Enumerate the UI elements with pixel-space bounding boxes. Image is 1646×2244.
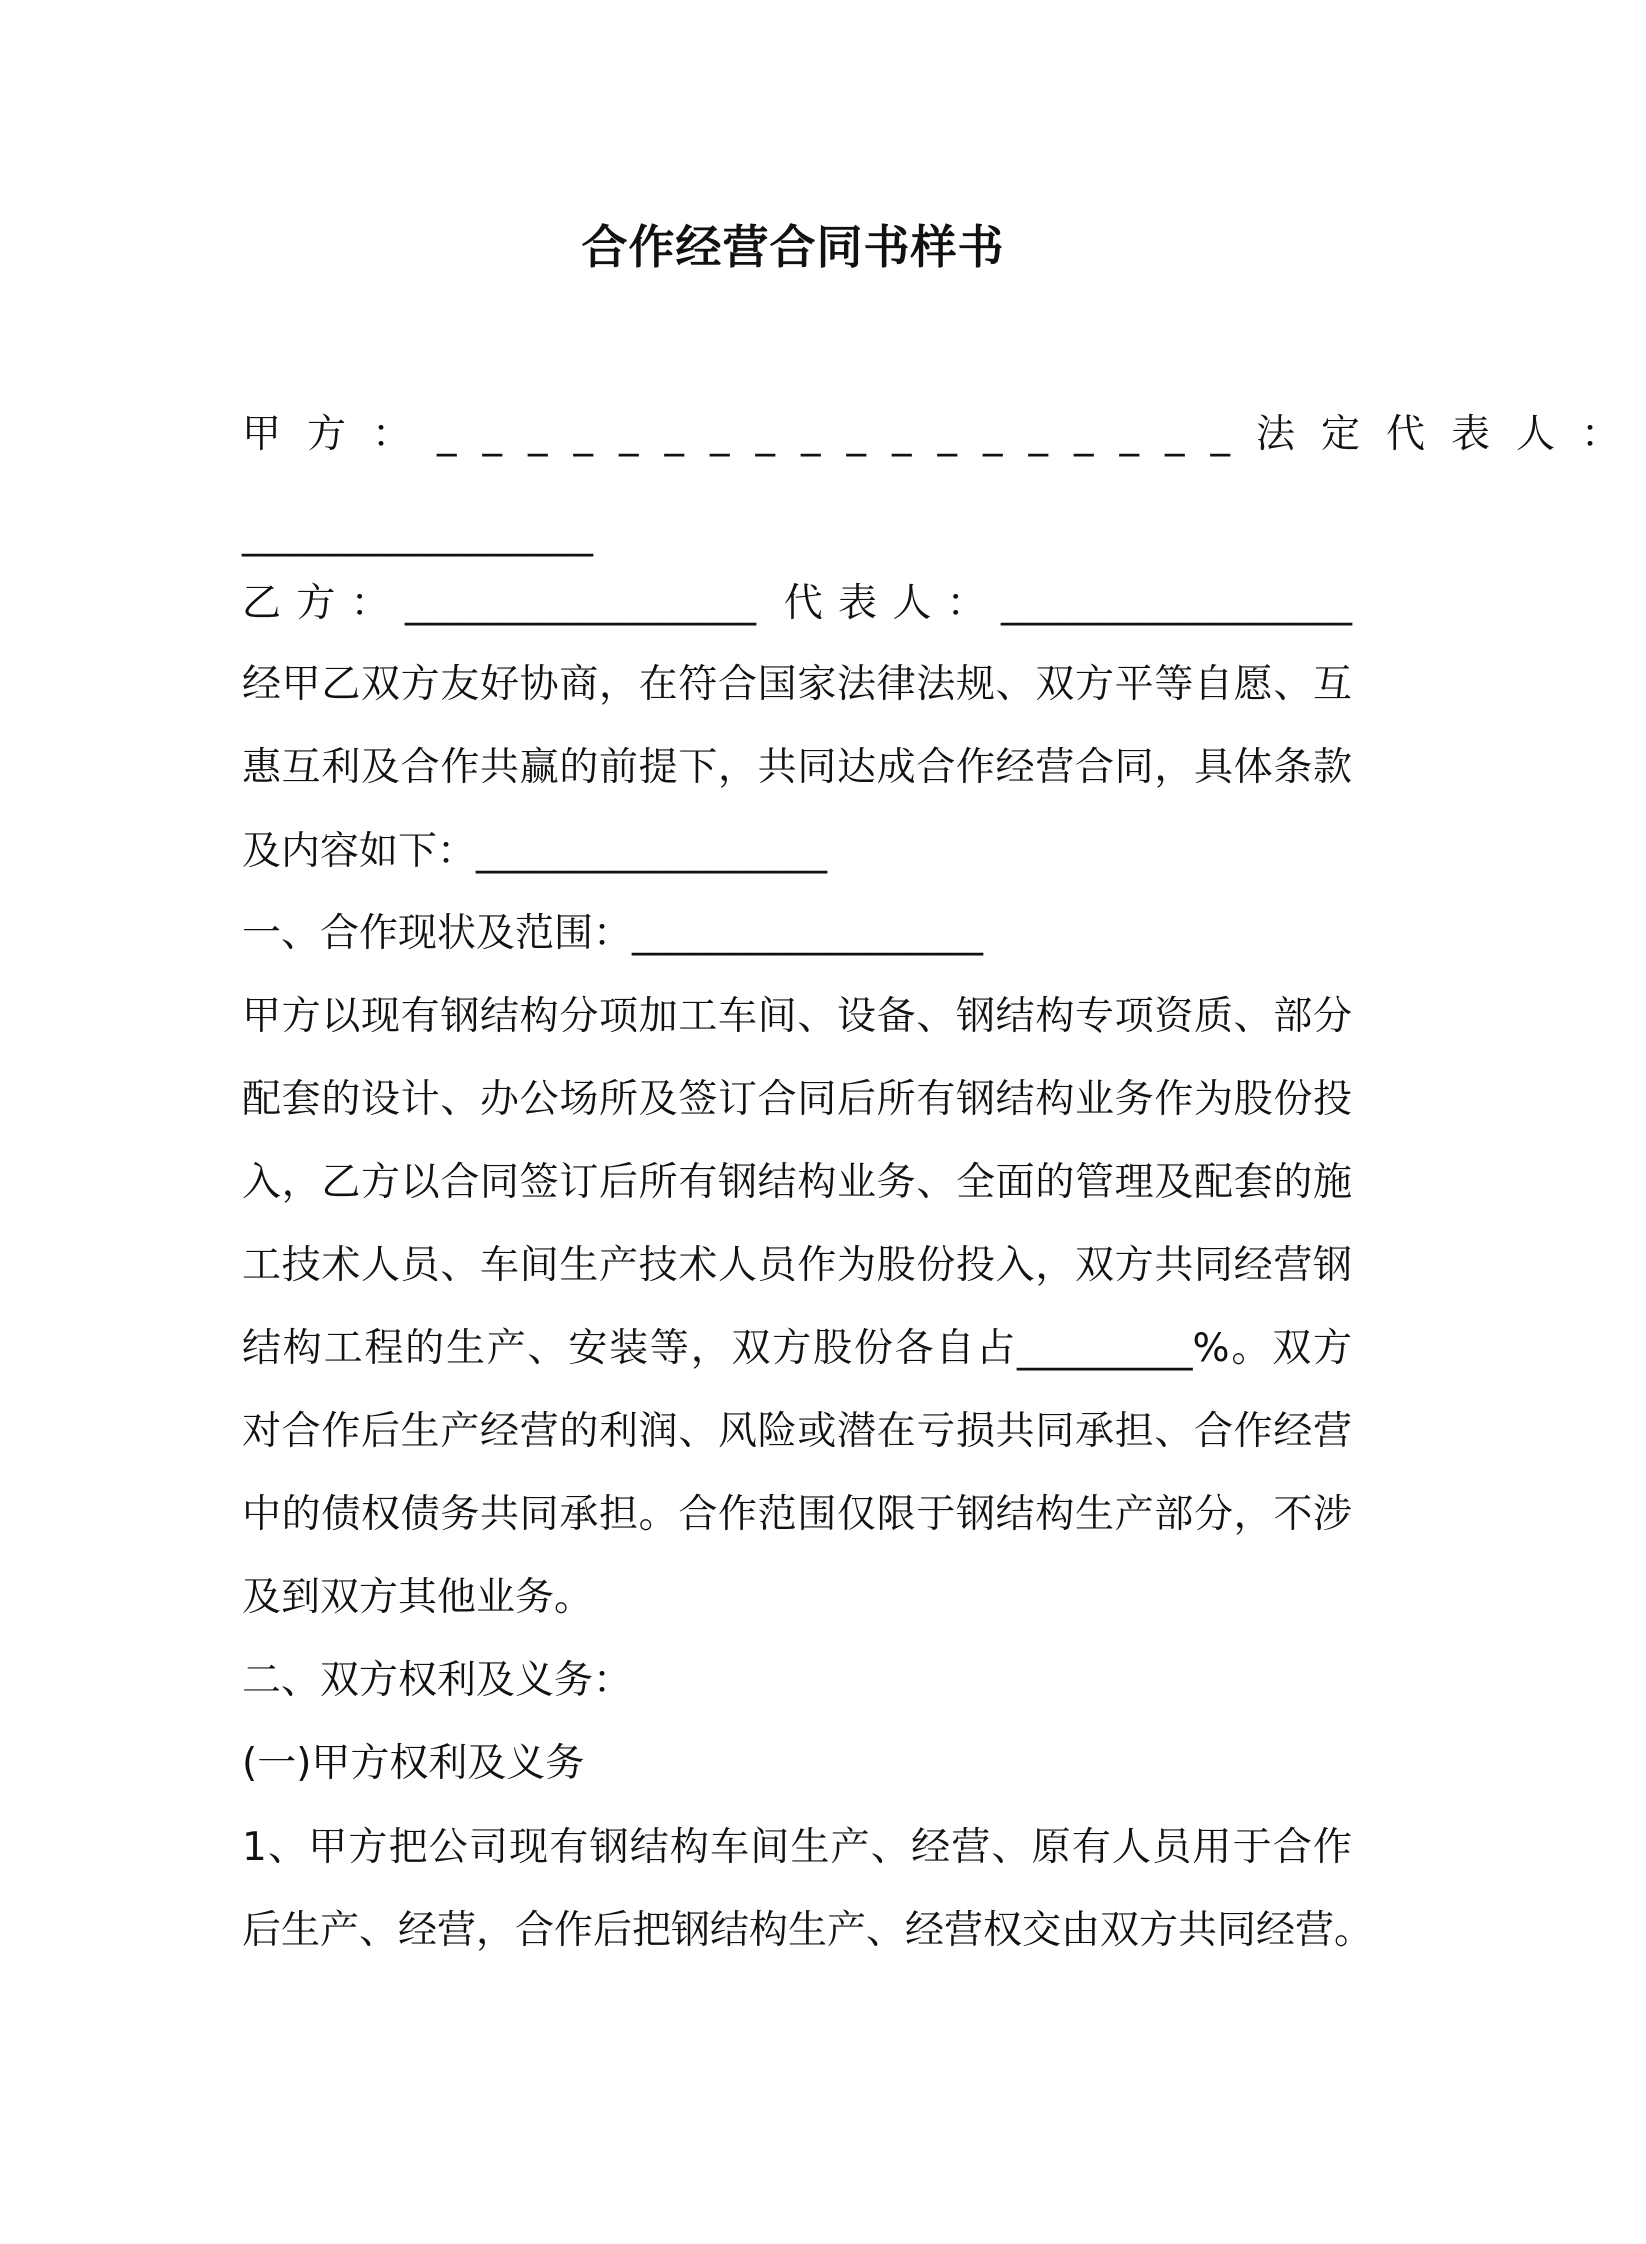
paragraph-line: 中的债权债务共同承担。合作范围仅限于钢结构生产部分，不涉 (242, 1492, 1352, 1537)
paragraph-line: 入，乙方以合同签订后所有钢结构业务、全面的管理及配套的施 (242, 1160, 1352, 1205)
paragraph-line: 后生产、经营，合作后把钢结构生产、经营权交由双方共同经营。 (242, 1908, 1374, 1953)
section-heading: 一、合作现状及范围：__________________ (242, 911, 984, 956)
paragraph-line: 工技术人员、车间生产技术人员作为股份投入，双方共同经营钢 (242, 1243, 1352, 1288)
paragraph-line: 配套的设计、办公场所及签订合同后所有钢结构业务作为股份投 (242, 1077, 1352, 1122)
party-a-line: 甲方：__________________法定代表人： (242, 412, 1646, 457)
paragraph-line: 惠互利及合作共赢的前提下，共同达成合作经营合同，具体条款 (242, 745, 1352, 790)
party-a-representative-blank: __________________ (242, 512, 593, 557)
paragraph-line: 结构工程的生产、安装等，双方股份各自占_________%。双方 (242, 1326, 1352, 1371)
party-b-line: 乙方：__________________ 代表人：__________________ (242, 581, 1352, 626)
paragraph-line: 经甲乙双方友好协商，在符合国家法律法规、双方平等自愿、互 (242, 662, 1352, 707)
paragraph-line: 及到双方其他业务。 (242, 1575, 594, 1620)
subsection-heading: (一)甲方权利及义务 (242, 1741, 585, 1786)
document-title: 合作经营合同书样书 (581, 220, 1005, 274)
paragraph-line: 1、甲方把公司现有钢结构车间生产、经营、原有人员用于合作 (242, 1825, 1352, 1870)
paragraph-line: 甲方以现有钢结构分项加工车间、设备、钢结构专项资质、部分 (242, 994, 1352, 1039)
paragraph-line: 对合作后生产经营的利润、风险或潜在亏损共同承担、合作经营 (242, 1409, 1352, 1454)
paragraph-line: 及内容如下：__________________ (242, 829, 828, 874)
section-heading: 二、双方权利及义务： (242, 1658, 633, 1703)
